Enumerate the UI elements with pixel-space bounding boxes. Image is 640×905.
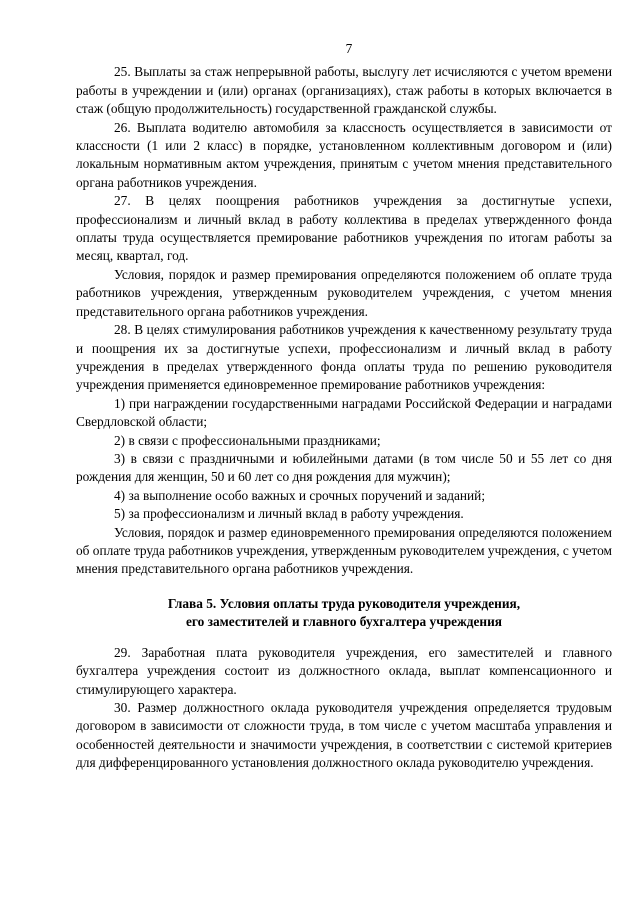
paragraph-27: 27. В целях поощрения работников учреждения за достигнутые успехи, профессионализм и личный вклад в работу коллектива в пределах утвержденного фонда оплаты труда осуществляется премирование работников учреждения по итогам работы за месяц, квартал, год.	[76, 193, 612, 264]
chapter-heading-line-1: Глава 5. Условия оплаты труда руководителя учреждения,	[167, 595, 521, 611]
paragraph-28: 28. В целях стимулирования работников учреждения к качественному результату труда и поощрения их за достигнутые успехи, профессионализм и личный вклад в работу учреждения в пределах утвержденного фонда оплаты труда по решению руководителя учреждения применяется единовременное премирование работников учреждения:	[76, 322, 612, 393]
list-item-1: 1) при награждении государственными наградами Российской Федерации и наградами Свердловской области;	[76, 395, 612, 430]
paragraph-28-conditions: Условия, порядок и размер единовременного премирования определяются положением об оплате труда работников учреждения, утвержденным руководителем учреждения, с учетом мнения представительного органа работников учреждения.	[76, 524, 612, 577]
paragraph-29: 29. Заработная плата руководителя учреждения, его заместителей и главного бухгалтера учреждения состоит из должностного оклада, выплат компенсационного и стимулирующего характера.	[76, 644, 612, 697]
paragraph-30: 30. Размер должностного оклада руководителя учреждения определяется трудовым договором в зависимости от сложности труда, в том числе с учетом масштаба управления и особенностей деятельности и значимости учреждения, в соответствии с системой критериев для дифференцированного установления должностного оклада руководителю учреждения.	[76, 700, 612, 771]
list-item-5: 5) за профессионализм и личный вклад в работу учреждения.	[114, 506, 464, 522]
paragraph-25: 25. Выплаты за стаж непрерывной работы, выслугу лет исчисляются с учетом времени работы в учреждении и (или) органах (организациях), стаж работы в которых включается в стаж (общую продолжительность) государственной гражданской службы.	[76, 64, 612, 117]
list-item-4: 4) за выполнение особо важных и срочных поручений и заданий;	[114, 487, 486, 503]
list-item-2: 2) в связи с профессиональными праздниками;	[114, 432, 381, 448]
chapter-heading	[76, 595, 612, 631]
paragraph-27-conditions: Условия, порядок и размер премирования определяются положением об оплате труда работников учреждения, утвержденным руководителем учреждения, с учетом мнения представительного органа работников учреждения.	[76, 266, 612, 319]
chapter-heading-line-2: его заместителей и главного бухгалтера учреждения	[185, 613, 503, 629]
paragraph-26: 26. Выплата водителю автомобиля за классность осуществляется в зависимости от классности (1 или 2 класс) в порядке, установленном коллективным договором и (или) локальным нормативным актом учреждения, принятым с учетом мнения представительного органа работников учреждения.	[76, 119, 612, 190]
page-number: 7	[345, 41, 353, 56]
list-item-3: 3) в связи с праздничными и юбилейными датами (в том числе 50 и 55 лет со дня рождения для женщин, 50 и 60 лет со дня рождения для мужчин);	[76, 450, 612, 485]
